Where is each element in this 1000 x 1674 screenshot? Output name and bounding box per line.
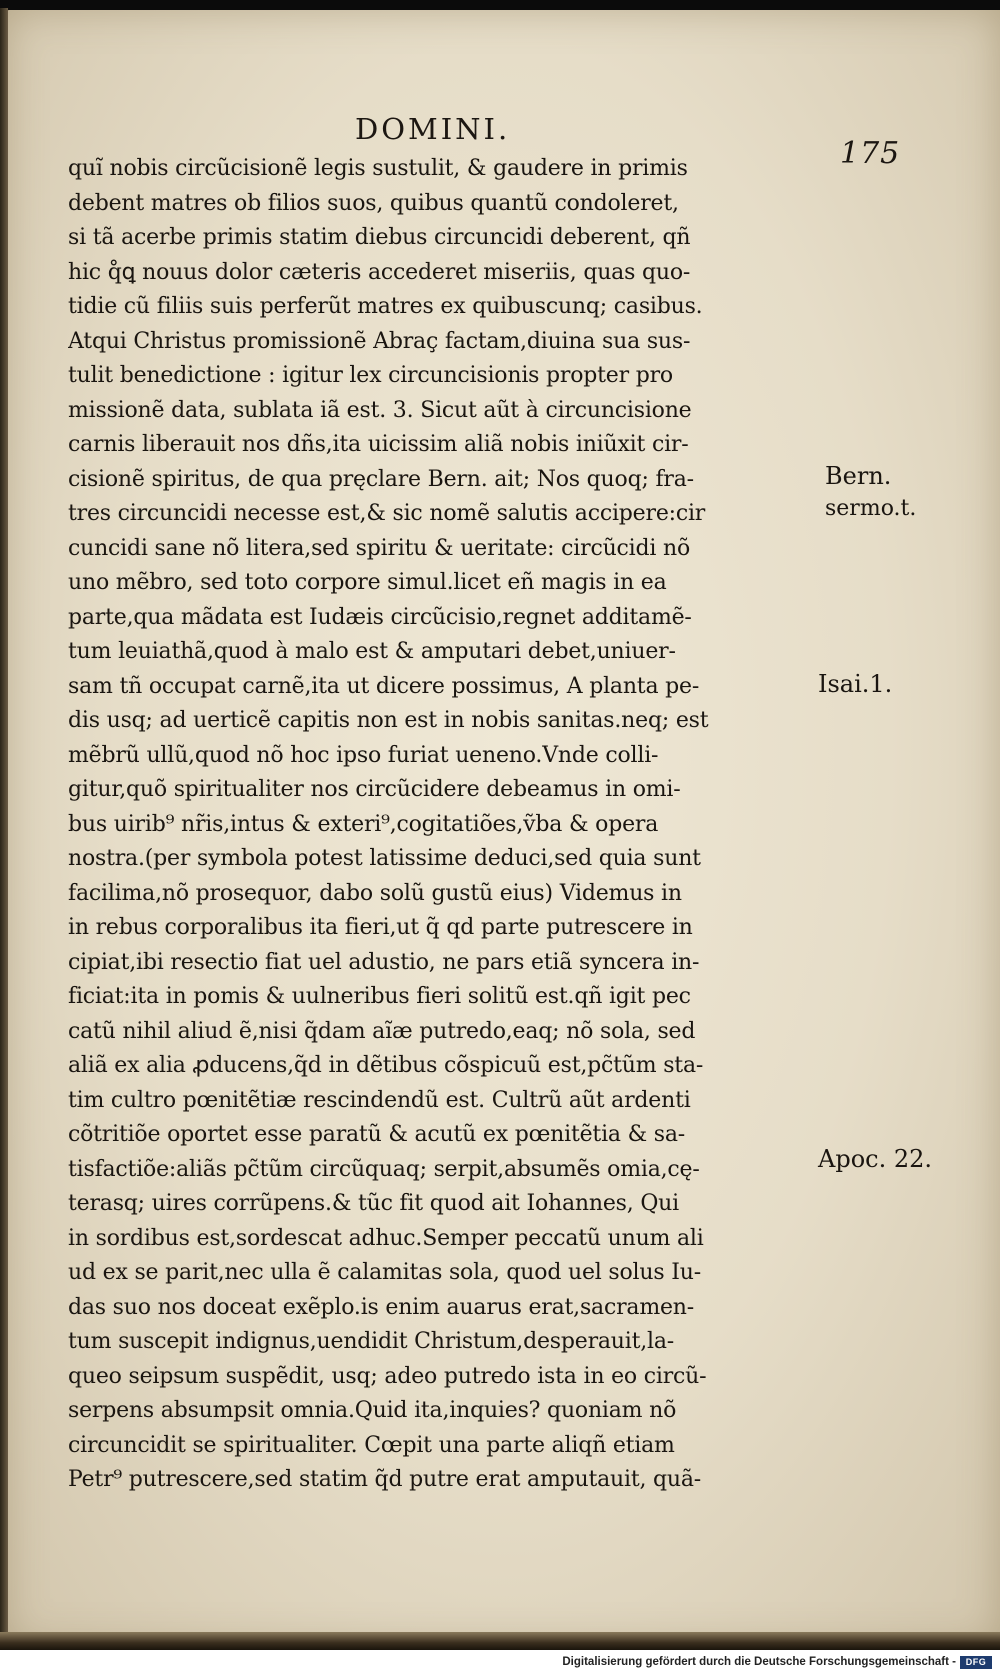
text-line: queo seipsum suspẽdit, usq; adeo putredo ista in eo circũ- (68, 1363, 707, 1389)
text-line: carnis liberauit nos dñs,ita uicissim aliã nobis iniũxit cir- (68, 432, 689, 457)
margin-note-isai: Isai.1. (818, 670, 893, 698)
text-line: quĩ nobis circũcisionẽ legis sustulit, & gaudere in primis (68, 156, 688, 181)
text-line: hic q̊ꝗ nouus dolor cæteris accederet miseriis, quas quo- (68, 259, 691, 285)
text-line: si tã acerbe primis statim diebus circuncidi deberent, qñ (68, 225, 691, 250)
margin-note-bern: Bern. (825, 462, 892, 490)
text-line: Atqui Christus promissionẽ Abraç factam,diuina sua sus- (68, 328, 691, 354)
page-number: 175 (840, 136, 901, 171)
text-line: cuncidi sane nõ litera,sed spiritu & ueritate: circũcidi nõ (68, 535, 691, 561)
text-line: bus uirib⁹ nr̃is,intus & exteri⁹,cogitatiões,ṽba & opera (68, 811, 659, 837)
text-line: in sordibus est,sordescat adhuc.Semper peccatũ unum ali (68, 1225, 704, 1251)
running-head: DOMINI. (355, 112, 511, 146)
text-line: ud ex se parit,nec ulla ẽ calamitas sola, quod uel solus Iu- (68, 1260, 701, 1285)
text-line: debent matres ob filios suos, quibus quantũ condoleret, (68, 190, 679, 216)
text-line: circuncidit se spiritualiter. Cœpit una parte aliqñ etiam (68, 1432, 675, 1458)
text-line: in rebus corporalibus ita fieri,ut q̃ qd parte putrescere in (68, 915, 693, 940)
text-line: serpens absumpsit omnia.Quid ita,inquies? quoniam nõ (68, 1398, 677, 1423)
margin-note-apoc: Apoc. 22. (818, 1145, 933, 1173)
body-text (68, 152, 828, 1498)
text-line: tum suscepit indignus,uendidit Christum,desperauit,la- (68, 1329, 675, 1354)
text-line: tulit benedictione : igitur lex circuncisionis propter pro (68, 363, 673, 388)
footer-credit: Digitalisierung gefördert durch die Deutsche Forschungsgemeinschaft - (562, 1656, 956, 1668)
text-line: cõtritiõe oportet esse paratũ & acutũ ex pœnitẽtia & sa- (68, 1122, 686, 1147)
text-line: dis usq; ad uerticẽ capitis non est in nobis sanitas.neq; est (68, 708, 709, 733)
text-line: tum leuiathã,quod à malo est & amputari debet,uniuer- (68, 639, 676, 664)
text-line: mẽbrũ ullũ,quod nõ hoc ipso furiat ueneno.Vnde colli- (68, 742, 659, 768)
book-edge-left (0, 8, 8, 1648)
text-line: facilima,nõ prosequor, dabo solũ gustũ eius) Videmus in (68, 880, 682, 906)
text-line: parte,qua mãdata est Iudæis circũcisio,regnet additamẽ- (68, 604, 692, 630)
text-line: nostra.(per symbola potest latissime deduci,sed quia sunt (68, 846, 701, 871)
text-line: tres circuncidi necesse est,& sic nomẽ salutis accipere:cir (68, 501, 706, 526)
text-line: terasq; uires corrũpens.& tũc fit quod ait Iohannes, Qui (68, 1191, 679, 1216)
text-line: catũ nihil aliud ẽ,nisi q̃dam aĩæ putredo,eaq; nõ sola, sed (68, 1018, 696, 1044)
text-line: missionẽ data, sublata iã est. 3. Sicut aũt à circuncisione (68, 397, 692, 423)
text-line: aliã ex alia ꝓducens,q̃d in dẽtibus cõspicuũ est,pc̃tũm sta- (68, 1053, 704, 1078)
text-line: tidie cũ filiis suis perferũt matres ex quibuscunq; casibus. (68, 294, 703, 319)
text-line: cipiat,ibi resectio fiat uel adustio, ne pars etiã syncera in- (68, 949, 700, 975)
text-line: sam tñ occupat carnẽ,ita ut dicere possimus, A planta pe- (68, 673, 700, 699)
text-line: tisfactiõe:aliãs pc̃tũm circũquaq; serpit,absumẽs omia,cę- (68, 1156, 700, 1182)
text-line: gitur,quõ spiritualiter nos circũcidere debeamus in omi- (68, 777, 681, 802)
footer-strip (0, 1652, 1000, 1674)
margin-note-sermo: sermo.t. (825, 496, 917, 521)
text-line: das suo nos doceat exẽplo.is enim auarus erat,sacramen- (68, 1294, 695, 1320)
book-edge-bottom (0, 1632, 1000, 1650)
text-line: Petr⁹ putrescere,sed statim q̃d putre erat amputauit, quã- (68, 1467, 702, 1492)
text-line: ficiat:ita in pomis & uulneribus fieri solitũ est.qñ igit pec (68, 984, 691, 1009)
dfg-logo: DFG (960, 1656, 992, 1669)
text-line: uno mẽbro, sed toto corpore simul.licet eñ magis in ea (68, 570, 667, 595)
text-line: tim cultro pœnitẽtiæ rescindendũ est. Cultrũ aũt ardenti (68, 1087, 691, 1113)
text-line: cisionẽ spiritus, de qua pręclare Bern. ait; Nos quoq; fra- (68, 466, 694, 492)
